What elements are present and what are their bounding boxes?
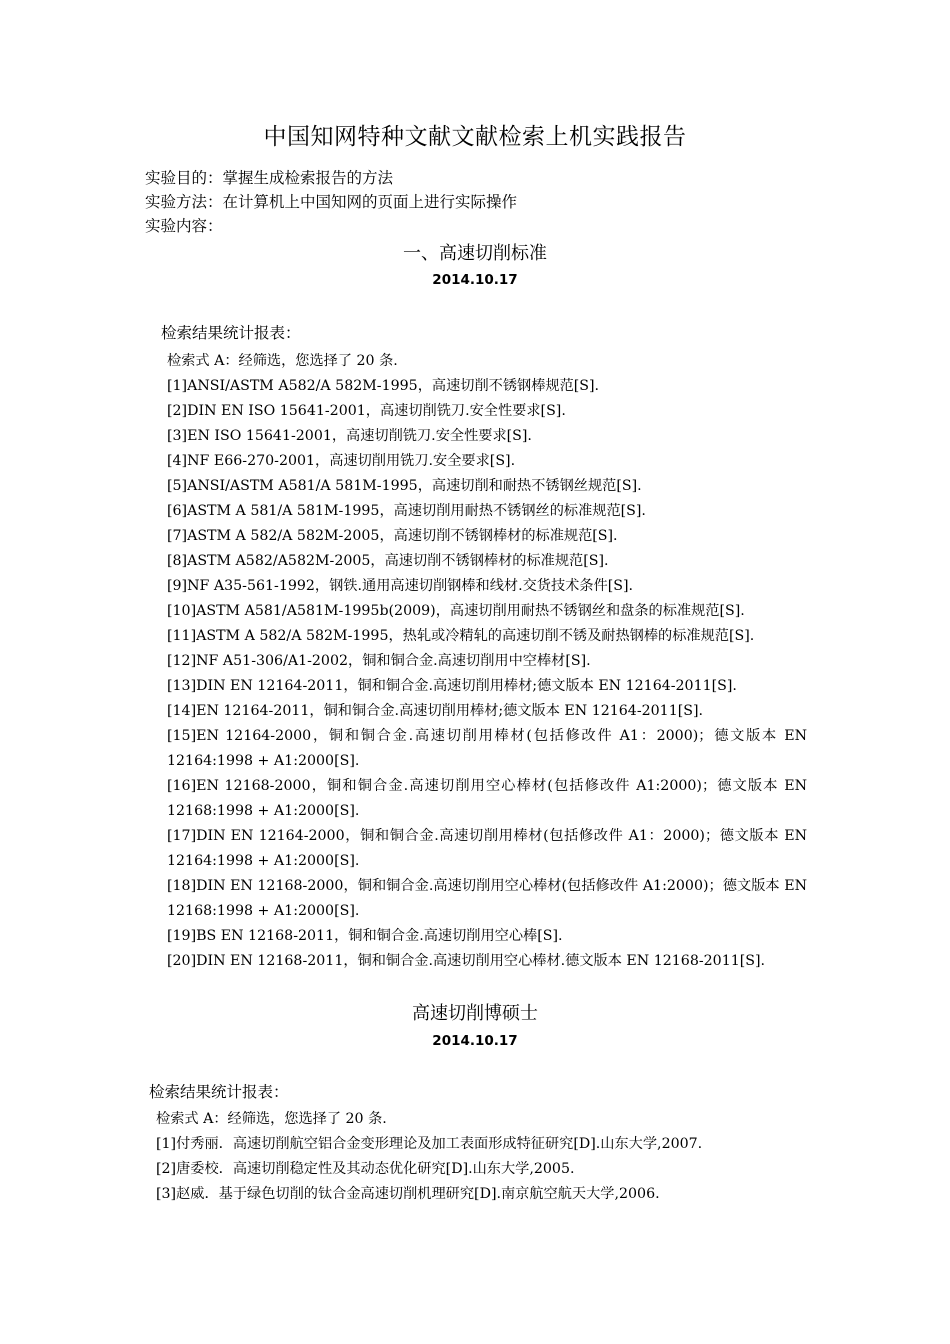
section2-heading: 高速切削博硕士 bbox=[412, 1003, 538, 1024]
list-item: [2]DIN EN ISO 15641-2001，高速切削铣刀.安全性要求[S]. bbox=[167, 403, 566, 419]
list-item: [5]ANSI/ASTM A581/A 581M-1995，高速切削和耐热不锈钢丝规范[S]. bbox=[167, 478, 642, 494]
list-item: [8]ASTM A582/A582M-2005，高速切削不锈钢棒材的标准规范[S]. bbox=[167, 553, 609, 569]
section1-date: 2014.10.17 bbox=[432, 272, 518, 288]
list-item: [6]ASTM A 581/A 581M-1995，高速切削用耐热不锈钢丝的标准规范[S]. bbox=[167, 503, 646, 519]
list-item: [3]EN ISO 15641-2001，高速切削铣刀.安全性要求[S]. bbox=[167, 428, 532, 444]
list-item: [1]付秀丽．高速切削航空铝合金变形理论及加工表面形成特征研究[D].山东大学,2007. bbox=[156, 1136, 703, 1152]
list-item: [9]NF A35-561-1992，钢铁.通用高速切削钢棒和线材.交货技术条件[S]. bbox=[167, 578, 634, 594]
list-item: [7]ASTM A 582/A 582M-2005，高速切削不锈钢棒材的标准规范[S]. bbox=[167, 528, 618, 544]
list-item: [17]DIN EN 12164-2000，铜和铜合金.高速切削用棒材(包括修改件 A1：2000)；德文版本 EN 12164:1998 + A1:2000[S]. bbox=[167, 828, 807, 869]
experiment-content-label: 实验内容： bbox=[145, 217, 223, 235]
list-item: [20]DIN EN 12168-2011，铜和铜合金.高速切削用空心棒材.德文版本 EN 12168-2011[S]. bbox=[167, 953, 766, 969]
list-item: [12]NF A51-306/A1-2002，铜和铜合金.高速切削用中空棒材[S]. bbox=[167, 653, 591, 669]
section2-date: 2014.10.17 bbox=[432, 1033, 518, 1049]
section1-result-list bbox=[167, 349, 807, 974]
experiment-method: 实验方法：在计算机上中国知网的页面上进行实际操作 bbox=[145, 193, 518, 211]
section2-result-list bbox=[156, 1107, 806, 1207]
list-item: [4]NF E66-270-2001，高速切削用铣刀.安全要求[S]. bbox=[167, 453, 516, 469]
list-item: [14]EN 12164-2011，铜和铜合金.高速切削用棒材;德文版本 EN 12164-2011[S]. bbox=[167, 703, 704, 719]
list-item: [2]唐委校．高速切削稳定性及其动态优化研究[D].山东大学,2005. bbox=[156, 1161, 575, 1177]
section1-heading: 一、高速切削标准 bbox=[403, 243, 547, 264]
list-item: [3]赵威．基于绿色切削的钛合金高速切削机理研究[D].南京航空航天大学,2006. bbox=[156, 1186, 660, 1202]
list-item: [11]ASTM A 582/A 582M-1995，热轧或冷精轧的高速切削不锈及耐热钢棒的标准规范[S]. bbox=[167, 628, 755, 644]
list-item: [13]DIN EN 12164-2011，铜和铜合金.高速切削用棒材;德文版本 EN 12164-2011[S]. bbox=[167, 678, 737, 694]
section2-results-label: 检索结果统计报表： bbox=[149, 1083, 289, 1101]
section2-query: 检索式 A：经筛选，您选择了 20 条. bbox=[156, 1111, 387, 1127]
list-item: [1]ANSI/ASTM A582/A 582M-1995，高速切削不锈钢棒规范[S]. bbox=[167, 378, 600, 394]
list-item: [16]EN 12168-2000，铜和铜合金.高速切削用空心棒材(包括修改件 A1:2000)；德文版本 EN 12168:1998 + A1:2000[S]. bbox=[167, 778, 807, 819]
page-title: 中国知网特种文献文献检索上机实践报告 bbox=[263, 124, 687, 150]
section1-results-label: 检索结果统计报表： bbox=[161, 324, 301, 342]
list-item: [15]EN 12164-2000，铜和铜合金.高速切削用棒材(包括修改件 A1：2000)；德文版本 EN 12164:1998 + A1:2000[S]. bbox=[167, 728, 807, 769]
list-item: [18]DIN EN 12168-2000，铜和铜合金.高速切削用空心棒材(包括修改件 A1:2000)；德文版本 EN 12168:1998 + A1:2000[S]. bbox=[167, 878, 807, 919]
list-item: [10]ASTM A581/A581M-1995b(2009)，高速切削用耐热不锈钢丝和盘条的标准规范[S]. bbox=[167, 603, 745, 619]
experiment-purpose: 实验目的：掌握生成检索报告的方法 bbox=[145, 169, 394, 187]
list-item: [19]BS EN 12168-2011，铜和铜合金.高速切削用空心棒[S]. bbox=[167, 928, 563, 944]
section1-query: 检索式 A：经筛选，您选择了 20 条. bbox=[167, 353, 398, 369]
